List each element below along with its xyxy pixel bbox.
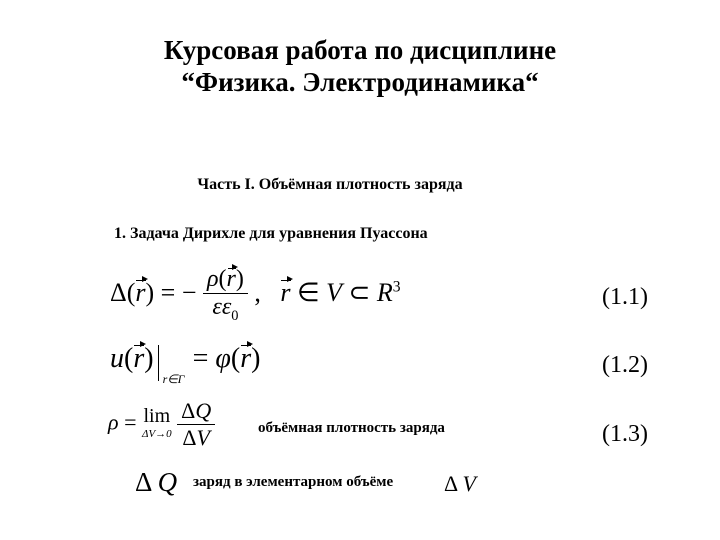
equation-1-1: Δ(r) = − $\frac{\rho(r)}{\varepsilon\varepsilon_0}$ , r ∈ V ⊂ $R^3$ — [110, 266, 401, 324]
equation-number-1-2: (1.2) — [602, 352, 648, 378]
equation-1-2: u(r) r∈Γ = φ(r) — [110, 343, 261, 386]
equation-1-3: ρ = lim ΔV→0 $\frac{\Delta Q}{\Delta V}$ — [108, 398, 215, 451]
title-line-1: Курсовая работа по дисциплине — [163, 35, 557, 65]
charge-note: заряд в элементарном объёме — [193, 474, 394, 490]
part-heading: Часть I. Объёмная плотность заряда — [197, 176, 463, 193]
equation-1-3-note: объёмная плотность заряда — [258, 420, 445, 436]
delta-q-symbol: Δ Q — [135, 467, 178, 497]
delta-v-symbol: Δ V — [444, 471, 476, 496]
equation-number-1-3: (1.3) — [602, 421, 648, 447]
equation-number-1-1: (1.1) — [602, 284, 648, 310]
section-heading: 1. Задача Дирихле для уравнения Пуассона — [114, 225, 428, 242]
title-line-2: “Физика. Электродинамика“ — [181, 67, 539, 97]
